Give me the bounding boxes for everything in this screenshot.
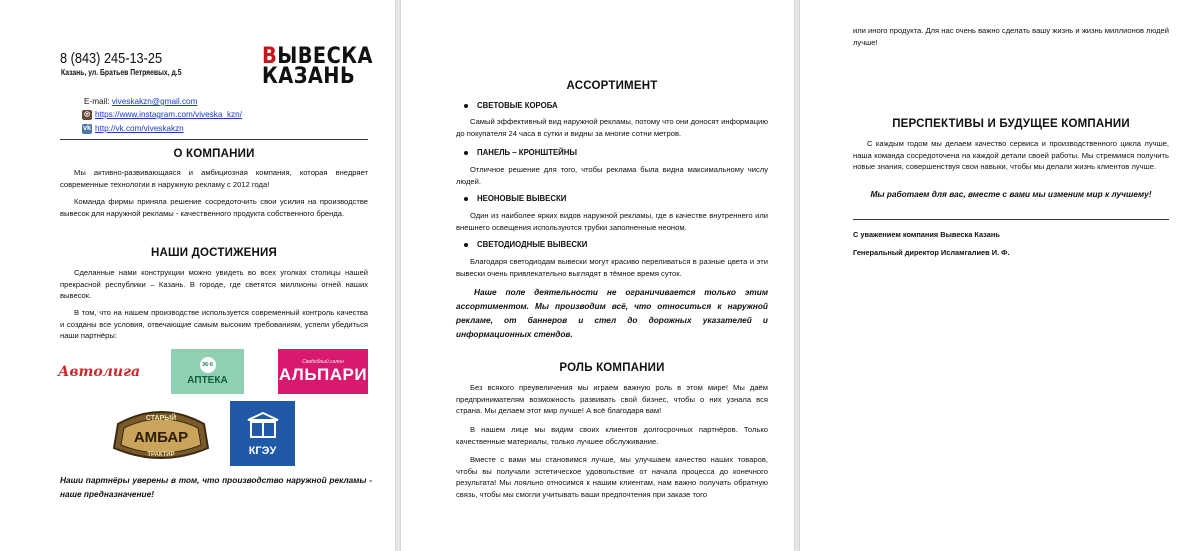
document-page-2 [401,0,794,551]
role-paragraph-2: В нашем лице мы видим своих клиентов долгосрочных партнёров. Только качественные материалы, только лучшее обслуживание. [456,425,768,446]
assortment-title: АССОРТИМЕНТ [566,80,658,92]
continuation-text: или иного продукта. Для нас очень важно сделать вашу жизнь и жизнь миллионов людей лучше! [853,26,1169,47]
kgeu-emblem-icon [246,411,280,441]
document-page-1 [0,0,395,551]
partners-note: Наши партнёры уверены в том, что производство наружной рекламы - наше предназначение! [60,475,372,499]
signature-line-1: С уважением компания Вывеска Казань [853,230,1000,239]
bullet-icon [464,197,468,201]
partner-logo-alpari [278,349,368,394]
email-label: E-mail: [84,97,110,106]
apteka-badge: 36·6 [200,357,216,373]
instagram-icon: ◎ [83,111,91,118]
company-phone: 8 (843) 245-13-25 [60,50,163,67]
assortment-item-title [464,240,587,249]
kgeu-text: КГЭУ [248,444,277,457]
ambar-bottom-text: ТРАКТИР [147,452,175,458]
logo-line1-rest: ЫВЕСКА [277,44,373,69]
ambar-badge-graphic [108,404,214,466]
vk-line [82,124,184,134]
assortment-item-title [464,148,577,157]
assortment-item-text: Самый эффективный вид наружной рекламы, потому что они доносят информацию до покупателя 24 часа в сутки и видны за многие сотни метров. [456,117,768,138]
signature-divider [853,219,1169,220]
item-title-text: ПАНЕЛЬ – КРОНШТЕЙНЫ [477,148,578,157]
partner-logo-avtoliga [59,357,139,387]
about-paragraph-1: Мы активно-развивающаяся и амбициозная компания, которая внедряет современные технологии в наружную рекламу с 2012 года! [60,168,368,189]
avtoliga-text: Автолига [57,364,141,380]
company-logo-line2 [262,64,355,89]
prospects-paragraph: С каждым годом мы делаем качество сервиса и производственного цикла лучше, наша команда сосредоточена на каждой детали своей работы. Мы стремимся получить новые знания, совершенствуя свои навыки, чтобы мы делали жизнь клиентов лучше. [853,139,1169,172]
role-paragraph-3: Вместе с вами мы становимся лучше, мы улучшаем качество наших товаров, чтобы вы получали эстетическое удовольствие от начала процесса до конечного результата! Мы лояльно относимся к нашим клиентам, нам важно получать обратную связь, чтобы мы смогли учитывать ваши предпочтения при заказе того [456,455,768,499]
assortment-item-text: Благодаря светодиодам вывески могут красиво переливаться в разные цвета и эти вывески очень привлекательно выглядят в тёмное время суток. [456,257,768,278]
ambar-top-text: СТАРЫЙ [145,415,177,422]
signature-line-2: Генеральный директор Исламгалиев И. Ф. [853,248,1010,257]
partner-logo-stary-ambar [108,404,214,466]
instagram-link[interactable]: https://www.instagram.com/viveska_kzn/ [95,110,242,120]
assortment-item-title [464,194,566,203]
logo-line2-text: КАЗАНЬ [262,64,356,89]
achievements-paragraph-2: В том, что на нашем производстве используется современный контроль качества и созданы все условия, отвечающие самым высоким требованиям, успели убедиться наши партнёры: [60,308,368,341]
partner-logo-kgeu [230,401,295,466]
item-title-text: СВЕТОДИОДНЫЕ ВЫВЕСКИ [477,240,588,249]
header-divider [60,139,368,140]
item-title-text: НЕОНОВЫЕ ВЫВЕСКИ [477,194,567,203]
bullet-icon [464,243,468,247]
document-page-3 [800,0,1197,551]
email-link[interactable]: viveskakzn@gmail.com [111,97,198,106]
assortment-item-title [464,101,558,110]
assortment-item-text: Один из наиболее ярких видов наружной рекламы, где в качестве внутреннего или внешнего освещения используются трубки заполненные неоном. [456,211,768,232]
assortment-item-text: Отличное решение для того, чтобы реклама была видна максимальному числу людей. [456,165,768,186]
role-paragraph-1: Без всякого преувеличения мы играем важную роль в этом мире! Мы даём предпринимателям возможность развивать свой бизнес, чтобы о них узнала вся страна. Мы делаем этот мир лучше! А всё благодаря вам! [456,383,768,416]
alpari-small-text: Свадебный салон [302,358,344,365]
bullet-icon [464,151,468,155]
about-title: О КОМПАНИИ [173,148,255,160]
item-title-text: СВЕТОВЫЕ КОРОБА [477,101,558,110]
about-paragraph-2: Команда фирмы приняла решение сосредоточить свои усилия на производстве вывесок для наружной рекламы - качественного продукта собственного бренда. [60,197,368,218]
partner-logo-apteka [171,349,244,394]
vk-link[interactable]: http://vk.com/viveskakzn [95,124,184,134]
prospects-title: ПЕРСПЕКТИВЫ И БУДУЩЕЕ КОМПАНИИ [892,118,1130,130]
ambar-main-text: АМБАР [133,429,189,446]
company-address: Казань, ул. Братьев Петряевых, д.5 [61,68,182,77]
vk-icon: vk [83,125,91,132]
email-line [84,97,197,106]
company-slogan: Мы работаем для вас, вместе с вами мы изменим мир к лучшему! [870,189,1152,199]
bullet-icon [464,104,468,108]
apteka-text: АПТЕКА [187,375,228,386]
alpari-text: АЛЬПАРИ [278,364,368,384]
role-title: РОЛЬ КОМПАНИИ [559,362,665,374]
instagram-line [82,110,242,120]
achievements-title: НАШИ ДОСТИЖЕНИЯ [151,247,277,259]
logo-first-letter: В [262,44,278,69]
achievements-paragraph-1: Сделанные нами конструкции можно увидеть во всех уголках столицы нашей прекрасной республики – Казань. В городе, где светятся миллионы огней наших вывесок. [60,268,368,301]
field-of-activity-note: Наше поле деятельности не ограничивается только этим ассортиментом. Мы производим всё, что относиться к наружной рекламе, от баннеров и стел до дорожных указателей и информационных стендов. [456,287,768,339]
